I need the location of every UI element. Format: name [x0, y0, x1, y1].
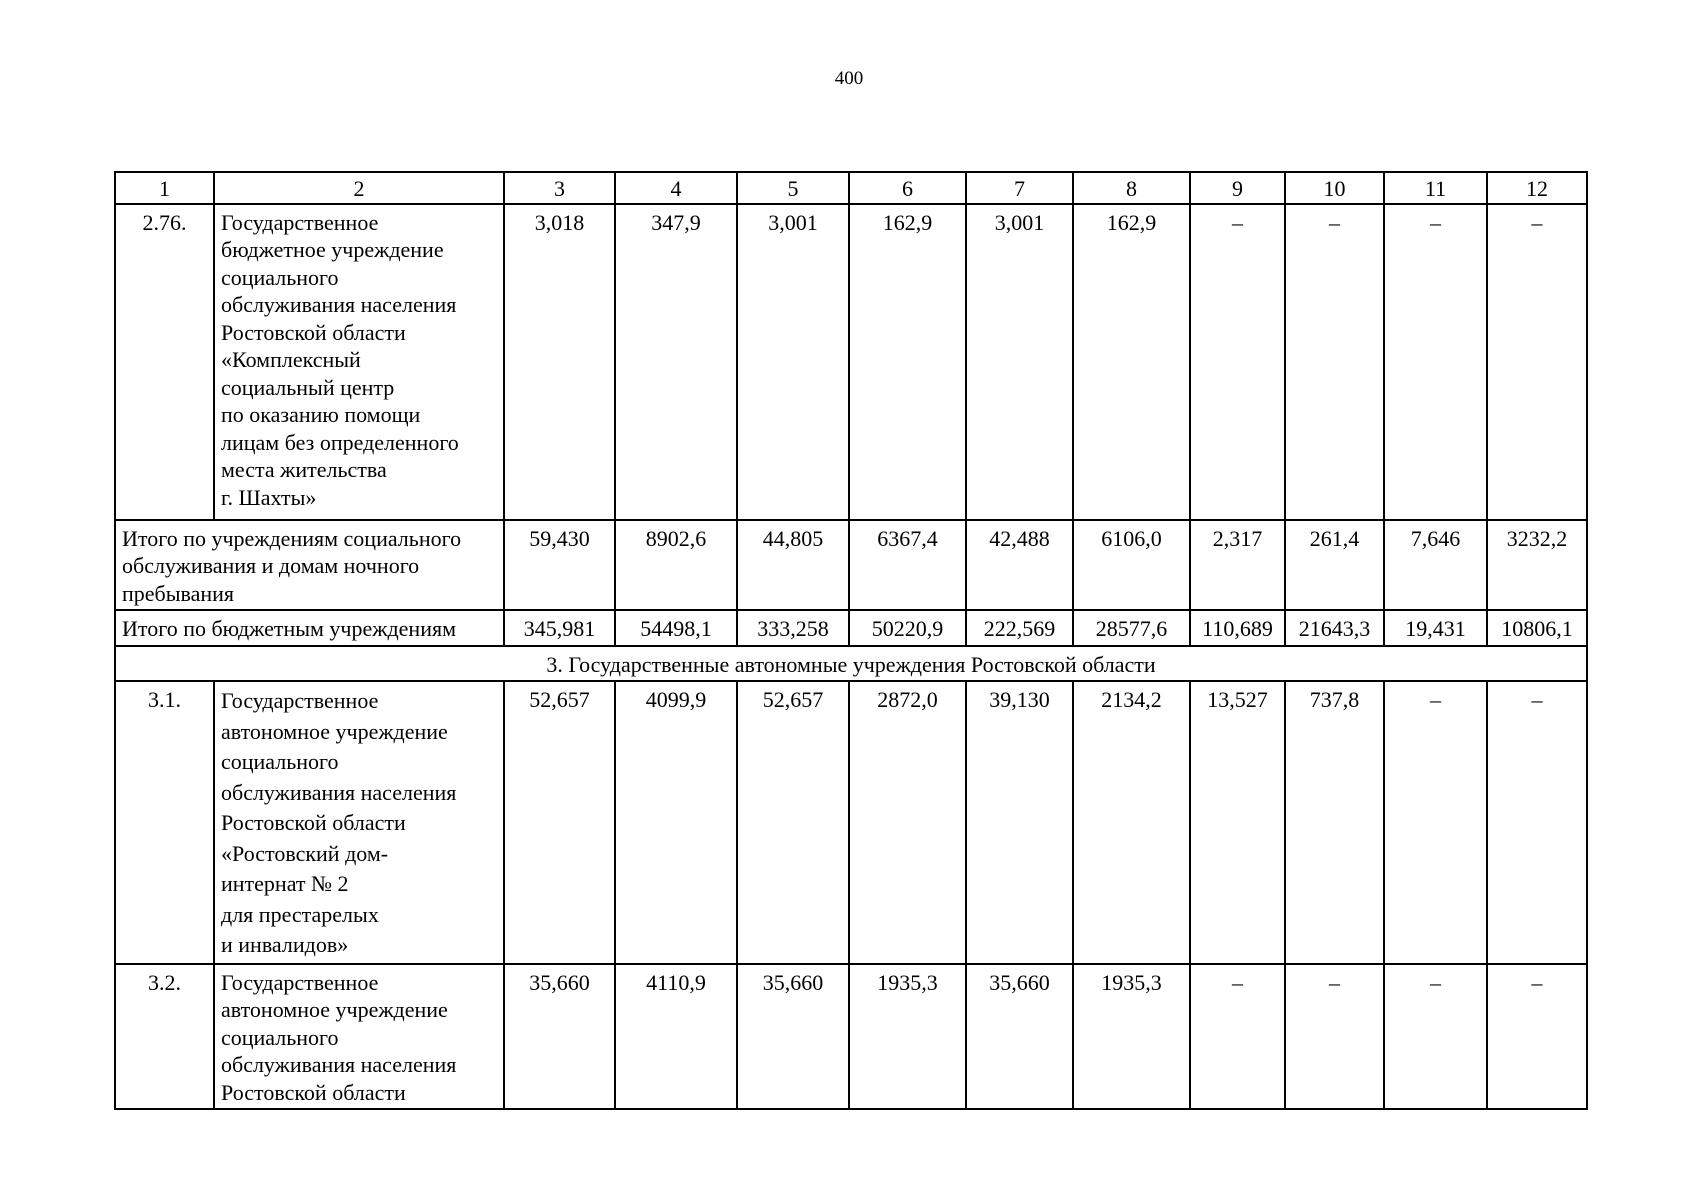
name-line: обслуживания населения — [221, 1052, 457, 1077]
table-row — [115, 204, 1587, 520]
name-line: обслуживания населения — [221, 292, 457, 317]
name-line: лицам без определенного — [221, 429, 459, 455]
value-cell: 39,130 — [966, 681, 1073, 964]
value-cell: – — [1190, 204, 1285, 520]
value-cell: 110,689 — [1190, 610, 1285, 646]
value-cell: 10806,1 — [1487, 610, 1587, 646]
value-cell: 3,001 — [966, 204, 1073, 520]
value-cell: – — [1487, 681, 1587, 964]
label-line: пребывания — [122, 580, 235, 606]
name-line: интернат № 2 — [221, 871, 349, 896]
column-header: 11 — [1384, 172, 1487, 204]
page-number: 400 — [834, 68, 864, 89]
name-line: г. Шахты» — [221, 484, 317, 510]
value-cell: – — [1384, 204, 1487, 520]
column-header: 5 — [737, 172, 849, 204]
value-cell: 19,431 — [1384, 610, 1487, 646]
section-title: 3. Государственные автономные учреждения Ростовской области — [115, 646, 1587, 682]
name-line: места жительства — [221, 457, 387, 482]
name-line: Государственное — [221, 209, 379, 235]
column-header: 12 — [1487, 172, 1587, 204]
column-number-row — [115, 172, 1587, 204]
institution-name — [214, 681, 504, 964]
value-cell: 52,657 — [504, 681, 615, 964]
name-line: бюджетное учреждение — [221, 237, 444, 262]
column-header: 9 — [1190, 172, 1285, 204]
name-line: социальный центр — [221, 374, 395, 400]
name-line: для престарелых — [221, 901, 379, 927]
value-cell: 2134,2 — [1073, 681, 1190, 964]
section-heading-row — [115, 646, 1587, 682]
value-cell: 59,430 — [504, 520, 615, 611]
value-cell: 2,317 — [1190, 520, 1285, 611]
name-line: Ростовской области — [221, 810, 406, 835]
value-cell: 3232,2 — [1487, 520, 1587, 611]
value-cell: 35,660 — [504, 964, 615, 1110]
value-cell: 7,646 — [1384, 520, 1487, 611]
name-line: «Комплексный — [221, 347, 361, 372]
value-cell: 28577,6 — [1073, 610, 1190, 646]
budget-table — [114, 171, 1588, 1110]
value-cell: 3,018 — [504, 204, 615, 520]
name-line: автономное учреждение — [221, 997, 448, 1022]
value-cell: 54498,1 — [615, 610, 737, 646]
value-cell: 44,805 — [737, 520, 849, 611]
value-cell: – — [1384, 681, 1487, 964]
column-header: 4 — [615, 172, 737, 204]
value-cell: 13,527 — [1190, 681, 1285, 964]
institution-name — [214, 204, 504, 520]
name-line: Ростовской области — [221, 1079, 406, 1105]
name-line: обслуживания населения — [221, 779, 457, 805]
name-line: социального — [221, 264, 339, 290]
name-line: автономное учреждение — [221, 718, 448, 744]
table-row — [115, 681, 1587, 964]
value-cell: – — [1285, 964, 1384, 1110]
value-cell: 3,001 — [737, 204, 849, 520]
value-cell: 2872,0 — [849, 681, 966, 964]
value-cell: 162,9 — [1073, 204, 1190, 520]
name-line: Государственное — [221, 969, 379, 995]
label-line: Итого по бюджетным учреждениям — [122, 616, 457, 641]
value-cell: 4099,9 — [615, 681, 737, 964]
name-line: Ростовской области — [221, 319, 406, 345]
column-header: 8 — [1073, 172, 1190, 204]
column-header: 10 — [1285, 172, 1384, 204]
value-cell: – — [1487, 204, 1587, 520]
value-cell: – — [1384, 964, 1487, 1110]
total-label — [115, 520, 504, 611]
table-row — [115, 964, 1587, 1110]
column-header: 1 — [115, 172, 214, 204]
column-header: 3 — [504, 172, 615, 204]
value-cell: 162,9 — [849, 204, 966, 520]
value-cell: 6106,0 — [1073, 520, 1190, 611]
value-cell: 52,657 — [737, 681, 849, 964]
value-cell: 1935,3 — [1073, 964, 1190, 1110]
column-header: 7 — [966, 172, 1073, 204]
name-line: «Ростовский дом- — [221, 840, 389, 866]
value-cell: 1935,3 — [849, 964, 966, 1110]
value-cell: 21643,3 — [1285, 610, 1384, 646]
value-cell: 4110,9 — [615, 964, 737, 1110]
row-number: 3.2. — [115, 964, 214, 1110]
column-header: 2 — [214, 172, 504, 204]
name-line: социального — [221, 1024, 339, 1050]
value-cell: 42,488 — [966, 520, 1073, 611]
total-row — [115, 520, 1587, 611]
row-number: 3.1. — [115, 681, 214, 964]
name-line: Государственное — [221, 688, 379, 713]
row-number: 2.76. — [115, 204, 214, 520]
value-cell: 222,569 — [966, 610, 1073, 646]
total-row — [115, 610, 1587, 646]
name-line: по оказанию помощи — [221, 402, 421, 427]
value-cell: 347,9 — [615, 204, 737, 520]
value-cell: – — [1285, 204, 1384, 520]
institution-name — [214, 964, 504, 1110]
label-line: Итого по учреждениям социального — [122, 525, 462, 551]
value-cell: 8902,6 — [615, 520, 737, 611]
value-cell: 50220,9 — [849, 610, 966, 646]
value-cell: 261,4 — [1285, 520, 1384, 611]
value-cell: 6367,4 — [849, 520, 966, 611]
value-cell: 35,660 — [737, 964, 849, 1110]
value-cell: 333,258 — [737, 610, 849, 646]
column-header: 6 — [849, 172, 966, 204]
label-line: обслуживания и домам ночного — [122, 553, 420, 578]
name-line: и инвалидов» — [221, 932, 349, 957]
value-cell: 737,8 — [1285, 681, 1384, 964]
value-cell: – — [1487, 964, 1587, 1110]
total-label — [115, 610, 504, 646]
name-line: социального — [221, 749, 339, 774]
value-cell: 35,660 — [966, 964, 1073, 1110]
value-cell: 345,981 — [504, 610, 615, 646]
value-cell: – — [1190, 964, 1285, 1110]
